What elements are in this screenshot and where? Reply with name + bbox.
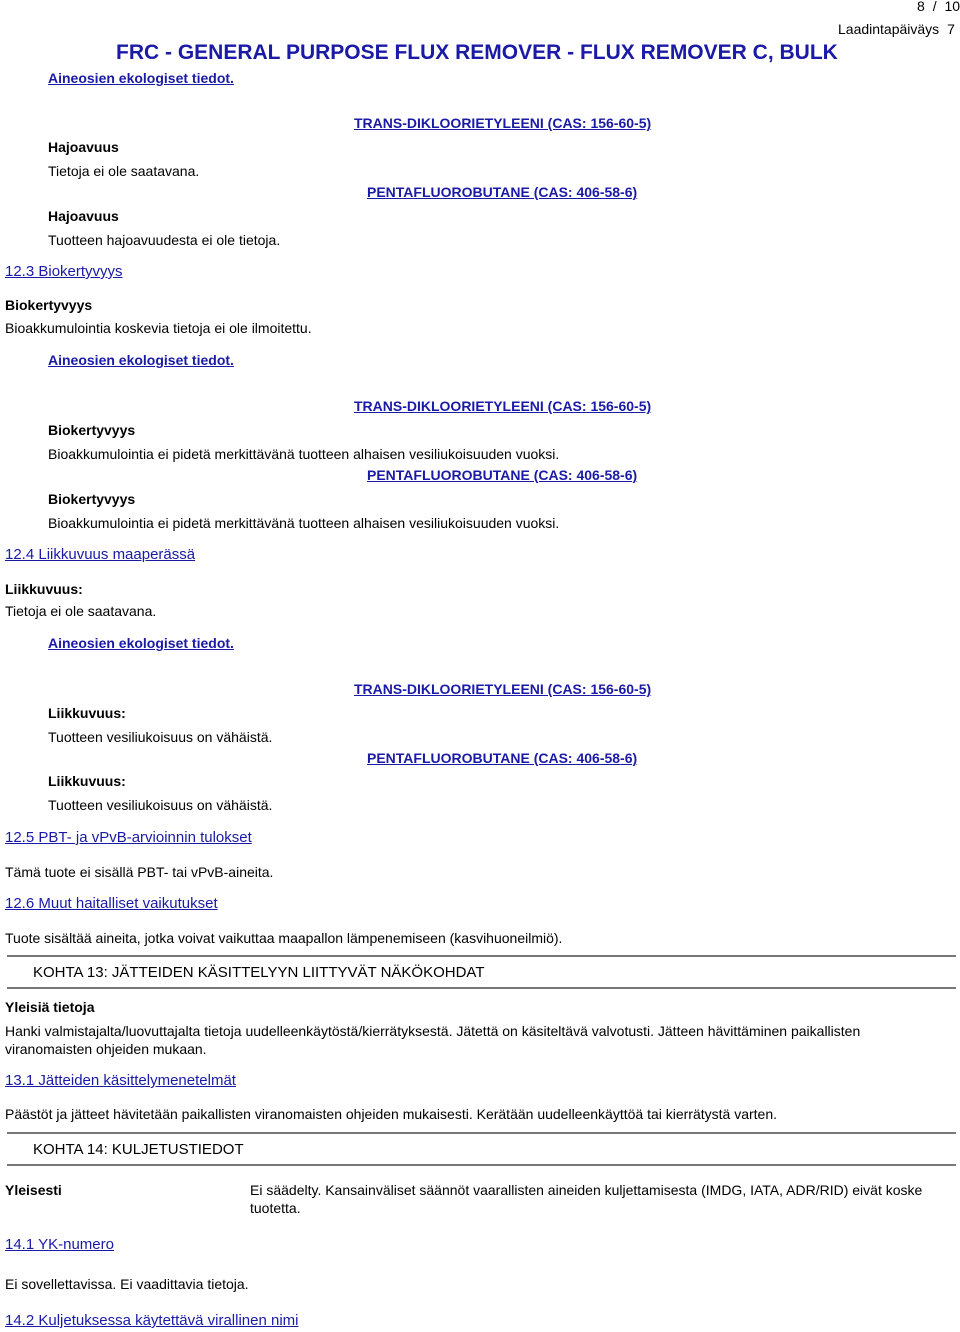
mobility-label: Liikkuvuus:: [48, 705, 126, 721]
page-separator: /: [932, 0, 937, 14]
substance-trans: TRANS-DIKLOORIETYLEENI (CAS: 156-60-5): [354, 115, 652, 131]
revision-date: [838, 20, 955, 38]
section-14-2-heading: 14.2 Kuljetuksessa käytettävä virallinen nimi: [5, 1312, 299, 1329]
bioaccumulation-label: Biokertyvyys: [48, 491, 136, 507]
revision-value: 7: [947, 21, 955, 37]
mobility-label: Liikkuvuus:: [5, 581, 83, 597]
bioaccumulation-label: Biokertyvyys: [48, 422, 136, 438]
bioaccumulation-text: Bioakkumulointia ei pidetä merkittävänä tuotteen alhaisen vesiliukoisuuden vuoksi.: [48, 446, 560, 462]
section-13-1-heading: 13.1 Jätteiden käsittelymenetelmät: [5, 1072, 236, 1089]
section-12-6-heading: 12.6 Muut haitalliset vaikutukset: [5, 895, 218, 912]
substance-penta: PENTAFLUOROBUTANE (CAS: 406-58-6): [367, 467, 638, 483]
substance-penta: PENTAFLUOROBUTANE (CAS: 406-58-6): [367, 184, 638, 200]
substance-trans: TRANS-DIKLOORIETYLEENI (CAS: 156-60-5): [354, 398, 652, 414]
waste-general-text: Hanki valmistajalta/luovuttajalta tietoja uudelleenkäytöstä/kierrätyksestä. Jätettä on käsiteltävä valvotusti. Jätteen hävittäminen paikallisten viranomaisten ohjeiden mukaan.: [5, 1023, 861, 1057]
degradability-label: Hajoavuus: [48, 139, 119, 155]
transport-general-label: Yleisesti: [5, 1182, 62, 1198]
mobility-text: Tuotteen vesiliukoisuus on vähäistä.: [48, 797, 273, 813]
un-number-text: Ei sovellettavissa. Ei vaadittavia tietoja.: [5, 1276, 249, 1292]
page-number: [917, 0, 960, 15]
substance-penta: PENTAFLUOROBUTANE (CAS: 406-58-6): [367, 750, 638, 766]
eco-link[interactable]: Aineosien ekologiset tiedot.: [48, 635, 234, 651]
waste-general-label: Yleisiä tietoja: [5, 999, 95, 1015]
mobility-text: Tuotteen vesiliukoisuus on vähäistä.: [48, 729, 273, 745]
degradability-text: Tuotteen hajoavuudesta ei ole tietoja.: [48, 232, 281, 248]
bioaccumulation-label: Biokertyvyys: [5, 297, 93, 313]
section-14-header: [7, 1132, 956, 1166]
degradability-label: Hajoavuus: [48, 208, 119, 224]
section-12-3-heading: 12.3 Biokertyvyys: [5, 263, 123, 280]
section-14-1-heading: 14.1 YK-numero: [5, 1236, 114, 1253]
substance-trans: TRANS-DIKLOORIETYLEENI (CAS: 156-60-5): [354, 681, 652, 697]
section-12-5-heading: 12.5 PBT- ja vPvB-arvioinnin tulokset: [5, 829, 252, 846]
bioaccumulation-text: Bioakkumulointia koskevia tietoja ei ole ilmoitettu.: [5, 320, 312, 336]
eco-link[interactable]: Aineosien ekologiset tiedot.: [48, 352, 234, 368]
section-13-header: [7, 955, 956, 989]
page-current: 8: [917, 0, 925, 14]
bioaccumulation-text: Bioakkumulointia ei pidetä merkittävänä tuotteen alhaisen vesiliukoisuuden vuoksi.: [48, 515, 560, 531]
section-12-4-heading: 12.4 Liikkuvuus maaperässä: [5, 546, 196, 563]
other-effects-text: Tuote sisältää aineita, jotka voivat vaikuttaa maapallon lämpenemiseen (kasvihuoneilmiö).: [5, 930, 563, 946]
revision-label: Laadintapäiväys: [838, 21, 940, 37]
mobility-label: Liikkuvuus:: [48, 773, 126, 789]
document-title: FRC - GENERAL PURPOSE FLUX REMOVER - FLUX REMOVER C, BULK: [116, 41, 838, 64]
page-total: 10: [944, 0, 960, 14]
section-13-title: KOHTA 13: JÄTTEIDEN KÄSITTELYYN LIITTYVÄT NÄKÖKOHDAT: [33, 964, 485, 981]
section-14-title: KOHTA 14: KULJETUSTIEDOT: [33, 1141, 244, 1158]
waste-methods-text: Päästöt ja jätteet hävitetään paikallisten viranomaisten ohjeiden mukaisesti. Kerätään uudelleenkäyttöä tai kierrätystä varten.: [5, 1106, 778, 1122]
eco-link[interactable]: Aineosien ekologiset tiedot.: [48, 70, 234, 86]
mobility-text: Tietoja ei ole saatavana.: [5, 603, 157, 619]
degradability-text: Tietoja ei ole saatavana.: [48, 163, 200, 179]
pbt-text: Tämä tuote ei sisällä PBT- tai vPvB-aineita.: [5, 864, 274, 880]
transport-general-text: Ei säädelty. Kansainväliset säännöt vaarallisten aineiden kuljettamisesta (IMDG, IATA, ADR/RID) eivät koske tuotetta.: [250, 1182, 923, 1216]
